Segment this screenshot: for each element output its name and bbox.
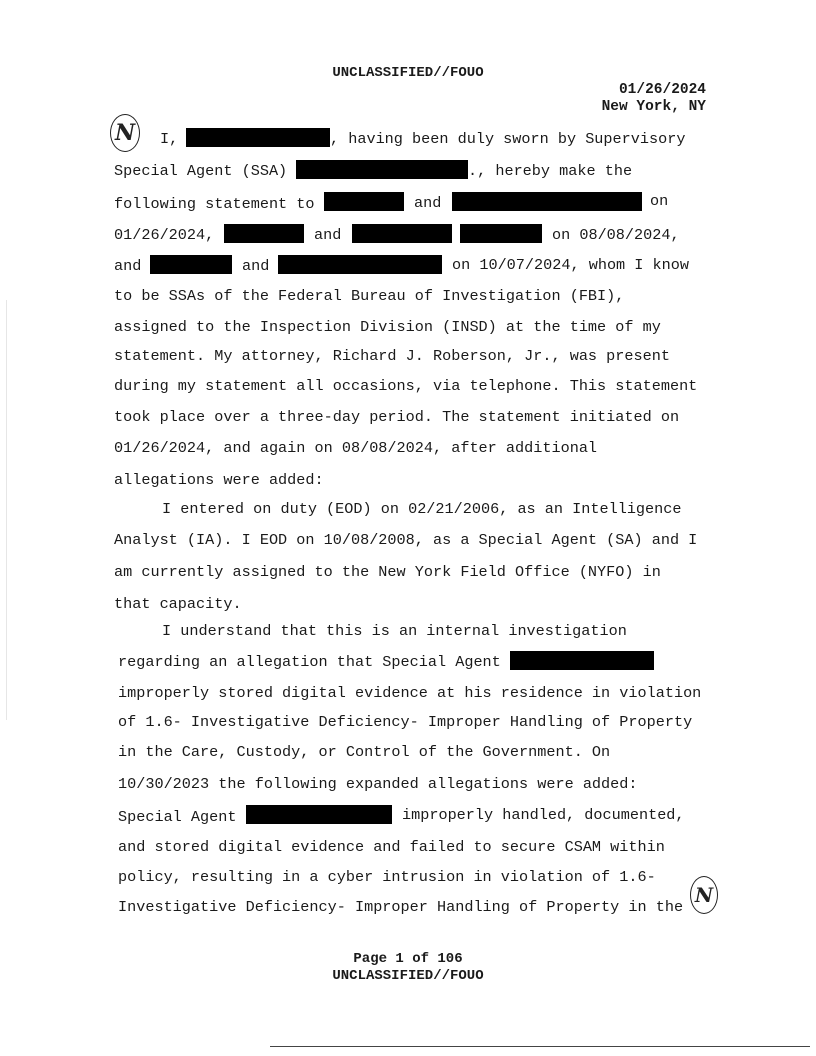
footer-classification: UNCLASSIFIED//FOUO [332,968,484,984]
scan-margin-line [6,300,7,720]
statement-line: of 1.6- Investigative Deficiency- Improper Handling of Property [118,713,693,731]
redaction-block [278,255,442,274]
statement-line: and [114,257,142,275]
statement-first-word: I, [160,130,179,148]
statement-line: to be SSAs of the Federal Bureau of Investigation (FBI), [114,287,625,305]
statement-line: took place over a three-day period. The statement initiated on [114,408,680,426]
initials-stamp-bottom: N [690,876,718,914]
statement-line: Analyst (IA). I EOD on 10/08/2008, as a Special Agent (SA) and I [114,531,698,549]
footer-page-number: Page 1 of 106 [353,951,463,967]
statement-line: ., hereby make the [468,162,633,180]
statement-line: and stored digital evidence and failed to secure CSAM within [118,838,665,856]
statement-line: I understand that this is an internal investigation [162,622,627,640]
bottom-rule [270,1046,810,1047]
statement-line: on [650,192,669,210]
redaction-block [186,128,330,147]
statement-line: and [242,257,270,275]
statement-line: assigned to the Inspection Division (INSD) at the time of my [114,318,661,336]
redaction-block [296,160,468,179]
statement-line: 10/30/2023 the following expanded allegations were added: [118,775,638,793]
header-classification: UNCLASSIFIED//FOUO [332,65,484,81]
statement-line: improperly handled, documented, [402,806,685,824]
statement-line: Special Agent (SSA) [114,162,288,180]
statement-line: that capacity. [114,595,242,613]
redaction-block [510,651,654,670]
statement-line: in the Care, Custody, or Control of the Government. On [118,743,611,761]
statement-line: on 10/07/2024, whom I know [452,256,689,274]
statement-line: on 08/08/2024, [552,226,680,244]
header-location: New York, NY [601,99,706,115]
redaction-block [460,224,542,243]
statement-line: 01/26/2024, [114,226,215,244]
statement-line: I entered on duty (EOD) on 02/21/2006, as an Intelligence [162,500,682,518]
redaction-block [150,255,232,274]
statement-line: improperly stored digital evidence at his residence in violation [118,684,702,702]
statement-line: and [314,226,342,244]
redaction-block [324,192,404,211]
statement-line: Investigative Deficiency- Improper Handling of Property in the [118,898,684,916]
header-date: 01/26/2024 [618,82,706,98]
statement-line: am currently assigned to the New York Field Office (NYFO) in [114,563,661,581]
redaction-block [452,192,642,211]
initials-stamp-top: N [110,114,140,152]
statement-line: regarding an allegation that Special Agent [118,653,501,671]
statement-line: , having been duly sworn by Supervisory [330,130,686,148]
statement-line: statement. My attorney, Richard J. Roberson, Jr., was present [114,347,670,365]
redaction-block [224,224,304,243]
statement-line: during my statement all occasions, via telephone. This statement [114,377,698,395]
statement-line: allegations were added: [114,471,324,489]
redaction-block [246,805,392,824]
statement-line: 01/26/2024, and again on 08/08/2024, after additional [114,439,598,457]
statement-line: following statement to [114,195,315,213]
statement-line: Special Agent [118,808,237,826]
statement-line: and [414,194,442,212]
statement-line: policy, resulting in a cyber intrusion in violation of 1.6- [118,868,656,886]
redaction-block [352,224,452,243]
